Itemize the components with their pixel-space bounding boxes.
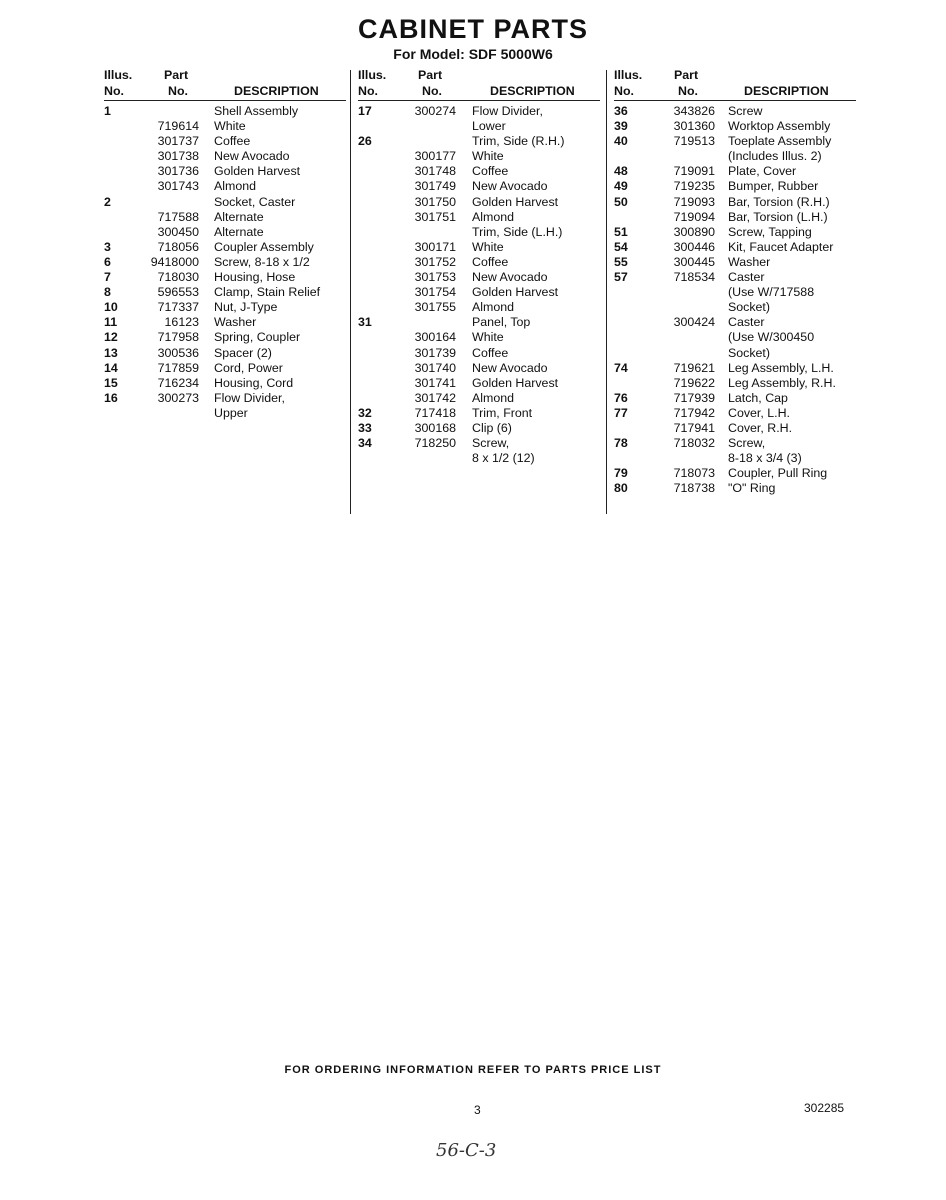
- part-number: 301753: [414, 270, 456, 285]
- part-description: White: [214, 119, 246, 134]
- part-description: Cover, L.H.: [728, 405, 790, 420]
- part-description: Trim, Side (L.H.): [472, 224, 563, 239]
- part-description: Coffee: [472, 345, 509, 360]
- part-description: Golden Harvest: [472, 194, 559, 209]
- part-row: [104, 149, 344, 164]
- illus-number: 13: [104, 345, 118, 360]
- part-description: Coffee: [472, 254, 509, 269]
- part-description: Socket): [728, 300, 771, 315]
- part-row: [104, 164, 344, 179]
- part-row: [104, 315, 344, 330]
- part-description: Screw: [728, 104, 763, 118]
- part-no-header: No.: [168, 84, 188, 98]
- part-row: [614, 255, 864, 270]
- part-number: 717958: [157, 330, 199, 345]
- part-description: White: [472, 239, 504, 254]
- part-description: Bar, Torsion (L.H.): [728, 209, 828, 224]
- illus-number: 48: [614, 164, 628, 179]
- part-row: [104, 134, 344, 149]
- illus-number: 55: [614, 254, 628, 269]
- part-description: Alternate: [214, 209, 264, 224]
- illus-number: 11: [104, 315, 118, 330]
- part-description: Flow Divider,: [214, 390, 285, 405]
- part-number: 300274: [414, 104, 456, 118]
- part-number: 301755: [414, 300, 456, 315]
- illus-number: 40: [614, 134, 628, 149]
- part-description: Coupler, Pull Ring: [728, 466, 828, 481]
- part-number: 300446: [673, 239, 715, 254]
- part-number: 717859: [157, 360, 199, 375]
- part-description: 8-18 x 3/4 (3): [728, 451, 802, 466]
- part-row: [358, 421, 598, 436]
- part-number: 718250: [414, 436, 456, 451]
- part-row: [358, 270, 598, 285]
- part-description: New Avocado: [214, 149, 290, 164]
- part-number: 718056: [157, 239, 199, 254]
- illus-number: 15: [104, 375, 118, 390]
- part-row: [614, 406, 864, 421]
- part-row: [104, 406, 344, 421]
- part-number: 300273: [157, 390, 199, 405]
- part-number: 301748: [414, 164, 456, 179]
- part-row: [358, 119, 598, 134]
- illus-number: 54: [614, 239, 628, 254]
- parts-column-2: [358, 68, 598, 466]
- illus-number: 14: [104, 360, 118, 375]
- part-number: 301754: [414, 285, 456, 300]
- part-number: 717942: [673, 405, 715, 420]
- part-number: 719621: [673, 360, 715, 375]
- part-no-header: No.: [678, 84, 698, 98]
- part-description: Cord, Power: [214, 360, 283, 375]
- part-row: [104, 179, 344, 194]
- part-number: 301736: [157, 164, 199, 179]
- part-number: 301738: [157, 149, 199, 164]
- part-row: [358, 195, 598, 210]
- illus-no-header: No.: [358, 84, 378, 98]
- illus-number: 34: [358, 436, 372, 451]
- column-divider: [350, 70, 351, 514]
- part-row: [614, 466, 864, 481]
- part-number: 301752: [414, 254, 456, 269]
- part-row: [614, 240, 864, 255]
- part-number: 718534: [673, 270, 715, 285]
- part-description: Caster: [728, 270, 765, 285]
- part-description: 8 x 1/2 (12): [472, 451, 535, 466]
- part-description: Latch, Cap: [728, 390, 788, 405]
- part-number: 16123: [164, 315, 199, 330]
- part-number: 719093: [673, 194, 715, 209]
- header-rule: [614, 100, 856, 101]
- part-number: 300445: [673, 254, 715, 269]
- illus-header: Illus.: [104, 68, 133, 82]
- ordering-footer: FOR ORDERING INFORMATION REFER TO PARTS PRICE LIST: [284, 1064, 662, 1076]
- illus-no-header: No.: [614, 84, 634, 98]
- part-row: [614, 330, 864, 345]
- illus-number: 79: [614, 466, 628, 481]
- part-row: [614, 134, 864, 149]
- part-description: Bumper, Rubber: [728, 179, 819, 194]
- part-description: Screw,: [728, 436, 766, 451]
- part-description: Panel, Top: [472, 315, 531, 330]
- illus-number: 6: [104, 254, 111, 269]
- part-description: White: [472, 330, 504, 345]
- part-description: Cover, R.H.: [728, 420, 793, 435]
- part-description: Flow Divider,: [472, 104, 543, 118]
- part-row: [104, 119, 344, 134]
- part-row: [614, 210, 864, 225]
- part-row: [614, 361, 864, 376]
- parts-column-1: [104, 68, 344, 421]
- part-row: [104, 361, 344, 376]
- part-description: Leg Assembly, L.H.: [728, 360, 834, 375]
- part-number: 716234: [157, 375, 199, 390]
- part-number: 9418000: [150, 254, 199, 269]
- part-description: Washer: [728, 254, 771, 269]
- part-description: Bar, Torsion (R.H.): [728, 194, 830, 209]
- part-row: [104, 225, 344, 240]
- part-row: [358, 330, 598, 345]
- part-row: [358, 134, 598, 149]
- part-number: 301360: [673, 119, 715, 134]
- part-description: Almond: [214, 179, 257, 194]
- part-row: [358, 164, 598, 179]
- part-description: Kit, Faucet Adapter: [728, 239, 834, 254]
- part-row: [104, 255, 344, 270]
- part-row: [104, 300, 344, 315]
- part-number: 718073: [673, 466, 715, 481]
- part-description: Caster: [728, 315, 765, 330]
- column-header: [358, 68, 598, 100]
- part-row: [614, 300, 864, 315]
- part-number: 300890: [673, 224, 715, 239]
- illus-number: 80: [614, 481, 628, 496]
- illus-number: 7: [104, 270, 111, 285]
- part-number: 343826: [673, 104, 715, 118]
- illus-number: 2: [104, 194, 111, 209]
- part-description: White: [472, 149, 504, 164]
- illus-number: 26: [358, 134, 372, 149]
- part-description: New Avocado: [472, 360, 548, 375]
- document-number: 302285: [804, 1101, 845, 1115]
- part-row: [614, 179, 864, 194]
- illus-number: 74: [614, 360, 628, 375]
- part-row: [358, 451, 598, 466]
- part-row: [104, 195, 344, 210]
- part-number: 717941: [673, 420, 715, 435]
- part-description: Spacer (2): [214, 345, 272, 360]
- part-description: Socket): [728, 345, 771, 360]
- part-header: Part: [674, 68, 699, 82]
- part-description: Worktop Assembly: [728, 119, 831, 134]
- illus-number: 51: [614, 224, 628, 239]
- column-header: [104, 68, 344, 100]
- part-row: [358, 104, 598, 119]
- part-row: [614, 225, 864, 240]
- part-row: [358, 300, 598, 315]
- page-number: 3: [474, 1103, 481, 1117]
- column-header: [614, 68, 864, 100]
- header-rule: [104, 100, 346, 101]
- part-row: [614, 481, 864, 496]
- column-divider: [606, 70, 607, 514]
- part-number: 717939: [673, 390, 715, 405]
- part-description: Clip (6): [472, 420, 512, 435]
- part-description: Washer: [214, 315, 257, 330]
- part-row: [358, 346, 598, 361]
- part-row: [358, 315, 598, 330]
- parts-list: [614, 104, 864, 496]
- part-number: 300536: [157, 345, 199, 360]
- part-row: [614, 436, 864, 451]
- part-description: Socket, Caster: [214, 194, 296, 209]
- part-number: 301742: [414, 390, 456, 405]
- parts-list: [358, 104, 598, 466]
- part-number: 717418: [414, 405, 456, 420]
- part-description: "O" Ring: [728, 481, 776, 496]
- part-row: [104, 391, 344, 406]
- part-number: 301750: [414, 194, 456, 209]
- part-no-header: No.: [422, 84, 442, 98]
- part-description: New Avocado: [472, 270, 548, 285]
- part-description: Coupler Assembly: [214, 239, 314, 254]
- part-description: Clamp, Stain Relief: [214, 285, 321, 300]
- part-row: [614, 119, 864, 134]
- illus-number: 33: [358, 420, 372, 435]
- illus-number: 76: [614, 390, 628, 405]
- illus-header: Illus.: [358, 68, 387, 82]
- part-number: 300168: [414, 420, 456, 435]
- part-row: [614, 195, 864, 210]
- part-row: [104, 270, 344, 285]
- part-row: [104, 330, 344, 345]
- part-number: 719614: [157, 119, 199, 134]
- part-description: (Use W/300450: [728, 330, 815, 345]
- part-row: [358, 240, 598, 255]
- part-description: New Avocado: [472, 179, 548, 194]
- part-row: [358, 285, 598, 300]
- page-title: CABINET PARTS: [357, 14, 588, 44]
- illus-number: 32: [358, 405, 372, 420]
- illus-number: 78: [614, 436, 628, 451]
- part-description: Screw, 8-18 x 1/2: [214, 254, 310, 269]
- illus-number: 50: [614, 194, 628, 209]
- part-description: Almond: [472, 390, 515, 405]
- part-number: 719235: [673, 179, 715, 194]
- part-number: 300171: [414, 239, 456, 254]
- part-description: Coffee: [472, 164, 509, 179]
- part-row: [358, 361, 598, 376]
- parts-list: [104, 104, 344, 421]
- illus-number: 1: [104, 104, 111, 118]
- parts-column-3: [614, 68, 864, 496]
- part-description: Spring, Coupler: [214, 330, 301, 345]
- part-row: [614, 285, 864, 300]
- part-number: 301751: [414, 209, 456, 224]
- part-row: [358, 210, 598, 225]
- part-row: [358, 255, 598, 270]
- part-number: 301743: [157, 179, 199, 194]
- part-description: Trim, Side (R.H.): [472, 134, 565, 149]
- illus-number: 57: [614, 270, 628, 285]
- part-row: [614, 421, 864, 436]
- illus-number: 16: [104, 390, 118, 405]
- part-row: [614, 346, 864, 361]
- part-description: Upper: [214, 405, 248, 420]
- illus-number: 49: [614, 179, 628, 194]
- part-row: [614, 315, 864, 330]
- part-description: Almond: [472, 209, 515, 224]
- illus-number: 36: [614, 104, 628, 118]
- part-number: 596553: [157, 285, 199, 300]
- part-description: Housing, Hose: [214, 270, 296, 285]
- part-row: [104, 240, 344, 255]
- part-number: 300164: [414, 330, 456, 345]
- illus-number: 31: [358, 315, 372, 330]
- part-number: 301737: [157, 134, 199, 149]
- part-number: 717588: [157, 209, 199, 224]
- model-subtitle: For Model: SDF 5000W6: [393, 46, 553, 62]
- part-description: Trim, Front: [472, 405, 533, 420]
- part-number: 719513: [673, 134, 715, 149]
- part-description: Lower: [472, 119, 506, 134]
- illus-number: 39: [614, 119, 628, 134]
- part-row: [104, 376, 344, 391]
- illus-no-header: No.: [104, 84, 124, 98]
- part-description: Nut, J-Type: [214, 300, 278, 315]
- illus-number: 17: [358, 104, 372, 118]
- part-number: 301740: [414, 360, 456, 375]
- part-header: Part: [164, 68, 189, 82]
- part-description: Golden Harvest: [472, 375, 559, 390]
- part-number: 301739: [414, 345, 456, 360]
- description-header: DESCRIPTION: [744, 84, 829, 98]
- part-row: [358, 391, 598, 406]
- handwritten-note: 56-C-3: [436, 1140, 497, 1161]
- part-description: Screw,: [472, 436, 510, 451]
- part-row: [104, 285, 344, 300]
- illus-number: 12: [104, 330, 118, 345]
- part-row: [614, 104, 864, 119]
- part-description: Coffee: [214, 134, 251, 149]
- part-row: [614, 391, 864, 406]
- part-description: Plate, Cover: [728, 164, 797, 179]
- part-description: Golden Harvest: [472, 285, 559, 300]
- part-row: [104, 346, 344, 361]
- part-description: Golden Harvest: [214, 164, 301, 179]
- part-row: [614, 164, 864, 179]
- part-number: 717337: [157, 300, 199, 315]
- part-number: 300450: [157, 224, 199, 239]
- part-description: Toeplate Assembly: [728, 134, 832, 149]
- illus-header: Illus.: [614, 68, 643, 82]
- part-row: [614, 376, 864, 391]
- part-number: 300177: [414, 149, 456, 164]
- part-number: 301741: [414, 375, 456, 390]
- part-number: 719094: [673, 209, 715, 224]
- part-description: Leg Assembly, R.H.: [728, 375, 836, 390]
- illus-number: 8: [104, 285, 111, 300]
- part-row: [614, 270, 864, 285]
- part-number: 301749: [414, 179, 456, 194]
- part-row: [614, 451, 864, 466]
- part-row: [358, 406, 598, 421]
- part-description: (Use W/717588: [728, 285, 815, 300]
- part-row: [358, 436, 598, 451]
- part-number: 718738: [673, 481, 715, 496]
- part-row: [358, 179, 598, 194]
- part-description: Alternate: [214, 224, 264, 239]
- illus-number: 3: [104, 239, 111, 254]
- part-row: [104, 104, 344, 119]
- part-description: (Includes Illus. 2): [728, 149, 822, 164]
- part-number: 719091: [673, 164, 715, 179]
- part-description: Almond: [472, 300, 515, 315]
- header-rule: [358, 100, 600, 101]
- part-description: Housing, Cord: [214, 375, 294, 390]
- part-description: Shell Assembly: [214, 104, 299, 118]
- description-header: DESCRIPTION: [234, 84, 319, 98]
- part-row: [358, 149, 598, 164]
- part-description: Screw, Tapping: [728, 224, 812, 239]
- part-row: [358, 225, 598, 240]
- part-number: 718030: [157, 270, 199, 285]
- illus-number: 77: [614, 405, 628, 420]
- part-number: 718032: [673, 436, 715, 451]
- part-number: 719622: [673, 375, 715, 390]
- part-header: Part: [418, 68, 443, 82]
- part-number: 300424: [673, 315, 715, 330]
- illus-number: 10: [104, 300, 118, 315]
- description-header: DESCRIPTION: [490, 84, 575, 98]
- part-row: [358, 376, 598, 391]
- part-row: [614, 149, 864, 164]
- part-row: [104, 210, 344, 225]
